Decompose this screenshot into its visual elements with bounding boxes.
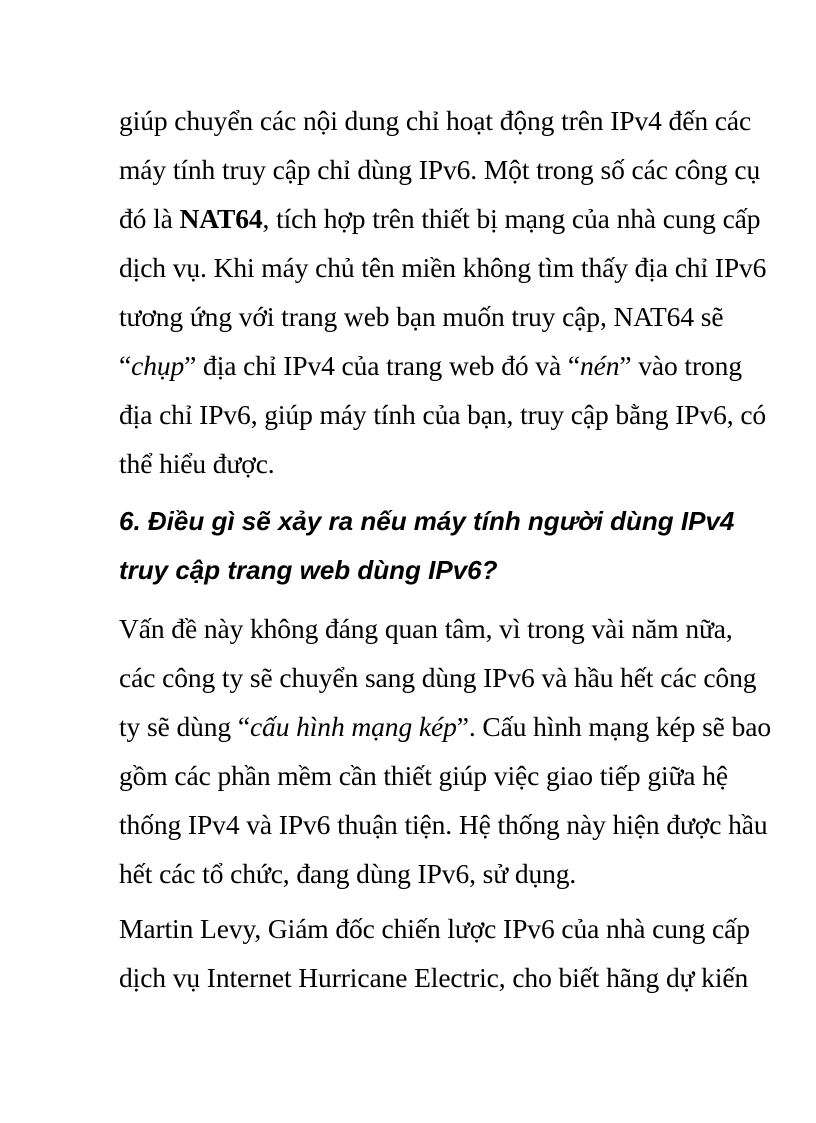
paragraph-line: dịch vụ. Khi máy chủ tên miền không tìm thấy địa chỉ IPv6 [119, 252, 767, 283]
paragraph-line [119, 341, 779, 390]
italic-term: cấu hình mạng kép [249, 711, 457, 742]
text-run: ” địa chỉ IPv4 của trang web đó và “ [184, 350, 580, 381]
heading-line: 6. Điều gì sẽ xảy ra nếu máy tính người dùng IPv4 [119, 506, 735, 536]
section-heading [119, 497, 779, 595]
paragraph-line: Martin Levy, Giám đốc chiến lược IPv6 của nhà cung cấp [119, 913, 750, 944]
paragraph-line: giúp chuyển các nội dung chỉ hoạt động trên IPv4 đến các [119, 105, 752, 136]
paragraph-line: gồm các phần mềm cần thiết giúp việc giao tiếp giữa hệ [119, 760, 728, 791]
paragraph-martin-levy [119, 904, 779, 1002]
paragraph-line: Vấn đề này không đáng quan tâm, vì trong vài năm nữa, [119, 613, 733, 644]
paragraph-line: hết các tổ chức, đang dùng IPv6, sử dụng. [119, 858, 577, 889]
italic-term: nén [579, 350, 620, 381]
paragraph-line: các công ty sẽ chuyển sang dùng IPv6 và hầu hết các công [119, 662, 757, 693]
paragraph-line: dịch vụ Internet Hurricane Electric, cho biết hãng dự kiến [119, 962, 749, 993]
text-run: ”. Cấu hình mạng kép sẽ bao [456, 711, 771, 742]
text-run: ty sẽ dùng “ [119, 711, 250, 742]
italic-term: chụp [131, 350, 185, 381]
paragraph-line: thể hiểu được. [119, 448, 275, 479]
text-run: ” vào trong [619, 350, 742, 381]
paragraph-line: máy tính truy cập chỉ dùng IPv6. Một trong số các công cụ [119, 154, 761, 185]
paragraph-line: địa chỉ IPv6, giúp máy tính của bạn, truy cập bằng IPv6, có [119, 399, 767, 430]
bold-term: NAT64 [179, 203, 263, 234]
paragraph-line: thống IPv4 và IPv6 thuận tiện. Hệ thống này hiện được hầu [119, 809, 768, 840]
paragraph-dual-stack [119, 604, 779, 898]
heading-line: truy cập trang web dùng IPv6? [119, 555, 498, 585]
paragraph-line [119, 194, 779, 243]
text-run: , tích hợp trên thiết bị mạng của nhà cung cấp [262, 203, 761, 234]
text-run: đó là [119, 203, 180, 234]
paragraph-nat64 [119, 96, 779, 488]
text-run: “ [119, 350, 132, 381]
paragraph-line: tương ứng với trang web bạn muốn truy cập, NAT64 sẽ [119, 301, 724, 332]
paragraph-line [119, 702, 779, 751]
